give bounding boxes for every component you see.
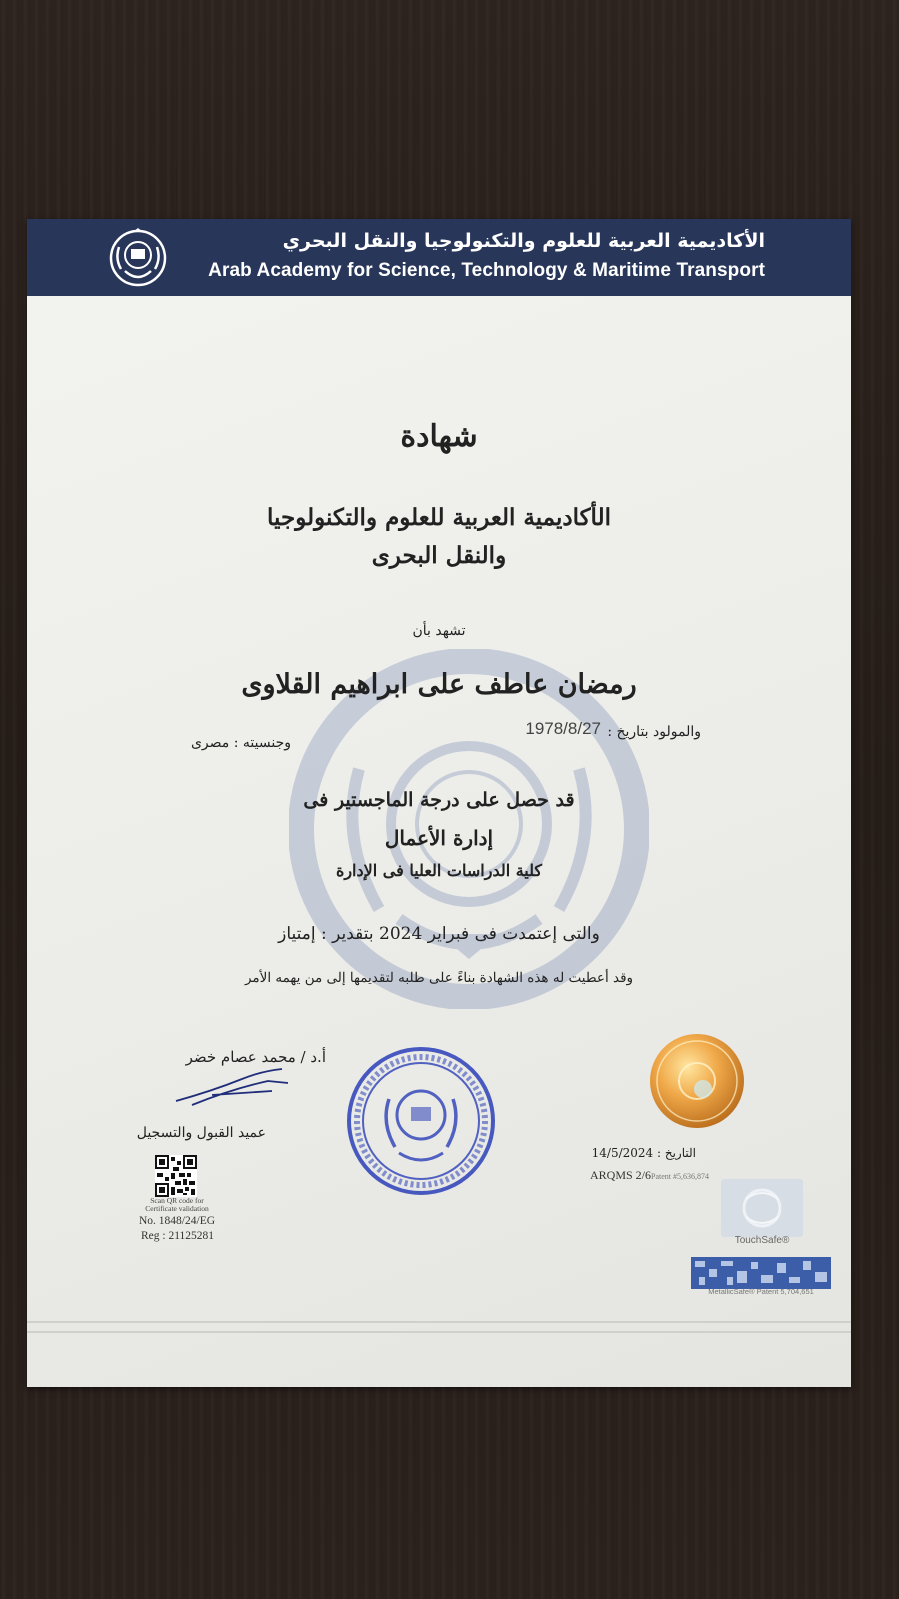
qr-code-icon[interactable] [155,1155,197,1197]
banner-title-arabic: الأكاديمية العربية للعلوم والتكنولوجيا والنقل البحري [282,230,765,252]
header-banner [27,219,851,296]
gold-hologram-seal-icon [647,1031,747,1131]
birth-date-value: 1978/8/27 [525,719,601,738]
signatory-name: أ.د / محمد عصام خضر [185,1048,326,1066]
signatory-title: عميد القبول والتسجيل [136,1125,266,1141]
metallic-security-strip-icon [691,1257,831,1289]
certificate-number: No. 1848/24/EG [139,1215,216,1227]
academy-stamp-icon [345,1045,497,1197]
qr-caption: Scan QR code for Certificate validation [145,1196,209,1213]
certifies-text: تشهد بأن [412,623,466,639]
touchsafe-label: TouchSafe® [734,1235,790,1246]
microtext-border-icon [27,1315,851,1341]
issue-date: التاريخ : 14/5/2024 [591,1146,696,1160]
banner-title-english: Arab Academy for Science, Technology & Maritime Transport [208,260,765,281]
certificate-title: شهادة [400,419,478,454]
degree-text: قد حصل على درجة الماجستير فى [303,789,575,811]
holder-name: رمضان عاطف على ابراهيم القلاوى [241,669,637,700]
registration-number: Reg : 21125281 [141,1230,215,1242]
academy-emblem-icon [107,227,169,289]
college-text: كلية الدراسات العليا فى الإدارة [335,861,543,880]
touchsafe-hologram-icon [721,1179,803,1237]
birth-date-label: والمولود بتاريخ : [607,724,701,740]
arqms-label: ARQMS 2/6 [589,1168,651,1182]
nationality: وجنسيته : مصرى [190,735,291,751]
metallicsafe-label: MetallicSafe® Patent 5,704,651 [708,1287,814,1296]
granted-text: وقد أعطيت له هذه الشهادة بناءً على طلبه لتقديمها إلى من يهمه الأمر [244,970,634,986]
signature-icon [172,1061,292,1111]
issuer-line-2: والنقل البحرى [371,542,507,569]
approval-text: والتى إعتمدت فى فبراير 2024 بتقدير : إمتياز [278,924,600,944]
certificate-paper [27,219,851,1387]
issuer-line-1: الأكاديمية العربية للعلوم والتكنولوجيا [267,504,611,531]
arqms-code [590,1168,709,1183]
major-text: إدارة الأعمال [384,826,494,850]
patent-number: Patent #5,636,874 [651,1172,709,1181]
